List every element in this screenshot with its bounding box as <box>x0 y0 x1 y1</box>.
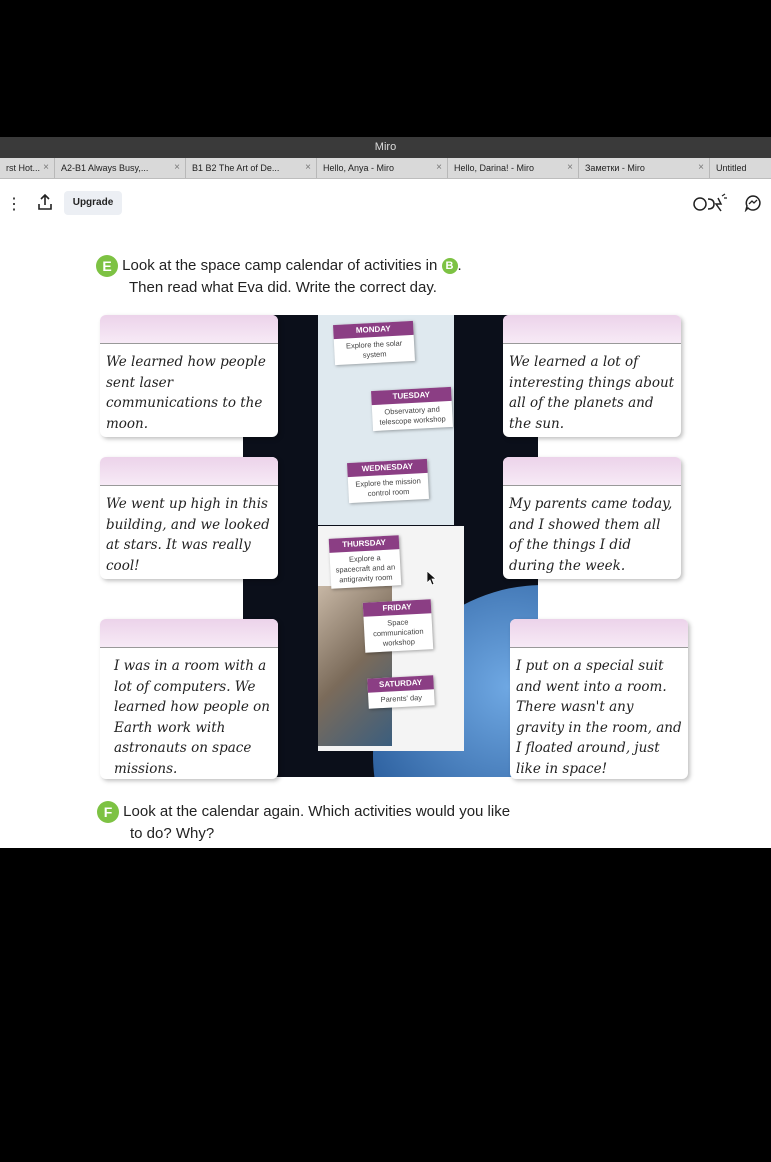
card-day: FRIDAY <box>363 599 432 617</box>
card-day: WEDNESDAY <box>347 459 428 477</box>
tab-label: Untitled <box>716 163 747 173</box>
note-header <box>100 619 278 648</box>
calendar-card <box>333 321 415 365</box>
tab[interactable] <box>317 158 448 178</box>
note-header <box>100 457 278 486</box>
reference-badge: B <box>442 258 458 274</box>
instruction-line: Look at the space camp calendar of activities in <box>122 257 438 274</box>
diary-note <box>503 457 681 579</box>
calendar-card <box>329 535 402 589</box>
close-icon[interactable]: × <box>567 162 573 173</box>
board-toolbar <box>0 181 771 227</box>
more-menu-icon[interactable]: ⋮ <box>6 196 22 213</box>
tab[interactable] <box>186 158 317 178</box>
note-text: My parents came today, and I showed them all of the things I did during the week. <box>509 496 673 574</box>
exercise-e-instruction <box>96 255 462 298</box>
board-canvas[interactable] <box>0 227 771 848</box>
note-header <box>503 315 681 344</box>
close-icon[interactable]: × <box>305 162 311 173</box>
reactions-icon[interactable] <box>692 193 728 213</box>
card-day: MONDAY <box>333 321 414 339</box>
card-day: TUESDAY <box>371 387 452 405</box>
diary-note <box>510 619 688 779</box>
note-header <box>100 315 278 344</box>
close-icon[interactable]: × <box>436 162 442 173</box>
card-activity: Space communication workshop <box>372 617 424 648</box>
tab-label: A2-B1 Always Busy,... <box>61 163 149 173</box>
calendar-card <box>347 459 429 503</box>
diary-note <box>100 619 278 779</box>
card-activity: Explore the mission control room <box>355 476 421 499</box>
diary-note <box>100 457 278 579</box>
exercise-f-instruction <box>97 801 510 844</box>
instruction-punct: . <box>457 257 462 274</box>
tab-bar <box>0 158 771 179</box>
close-icon[interactable]: × <box>174 162 180 173</box>
exercise-badge: F <box>97 801 119 823</box>
note-header <box>503 457 681 486</box>
tab-label: Hello, Darina! - Miro <box>454 163 535 173</box>
calendar-card <box>363 599 434 652</box>
miro-window <box>0 137 771 848</box>
share-icon[interactable] <box>36 193 54 211</box>
close-icon[interactable]: × <box>43 162 49 173</box>
tab[interactable] <box>55 158 186 178</box>
instruction-line: Then read what Eva did. Write the correct day. <box>129 279 437 297</box>
note-text: I was in a room with a lot of computers. We learned how people on Earth work with astronauts on space missions. <box>114 658 270 777</box>
calendar-card <box>371 387 453 431</box>
card-activity: Explore a spacecraft and an antigravity room <box>335 553 396 585</box>
note-text: We learned a lot of interesting things about all of the planets and the sun. <box>509 354 675 432</box>
tab-label: B1 B2 The Art of De... <box>192 163 280 173</box>
mouse-cursor-icon <box>427 571 437 585</box>
card-day: SATURDAY <box>367 675 434 692</box>
tab[interactable] <box>710 158 771 178</box>
tab[interactable] <box>448 158 579 178</box>
note-header <box>510 619 688 648</box>
tab[interactable] <box>579 158 710 178</box>
diary-note <box>100 315 278 437</box>
card-activity: Explore the solar system <box>345 338 403 360</box>
note-text: I put on a special suit and went into a room. There wasn't any gravity in the room, and I floated around, just like in space! <box>516 658 682 777</box>
upgrade-button[interactable]: Upgrade <box>64 191 122 215</box>
tab[interactable] <box>0 158 55 178</box>
card-activity: Parents' day <box>380 692 423 705</box>
instruction-line: to do? Why? <box>130 825 215 843</box>
tab-label: rst Hot... <box>6 163 41 173</box>
card-day: THURSDAY <box>329 535 400 553</box>
diary-note <box>503 315 681 437</box>
exercise-badge: E <box>96 255 118 277</box>
comment-icon[interactable] <box>744 194 762 212</box>
close-icon[interactable]: × <box>698 162 704 173</box>
window-title: Miro <box>0 137 771 158</box>
note-text: We went up high in this building, and we looked at stars. It was really cool! <box>106 496 270 574</box>
tab-label: Заметки - Miro <box>585 163 645 173</box>
calendar-card <box>367 675 434 708</box>
card-activity: Observatory and telescope workshop <box>379 404 446 427</box>
instruction-line: Look at the calendar again. Which activities would you like <box>123 803 511 820</box>
note-text: We learned how people sent laser communications to the moon. <box>106 354 266 432</box>
tab-label: Hello, Anya - Miro <box>323 163 395 173</box>
